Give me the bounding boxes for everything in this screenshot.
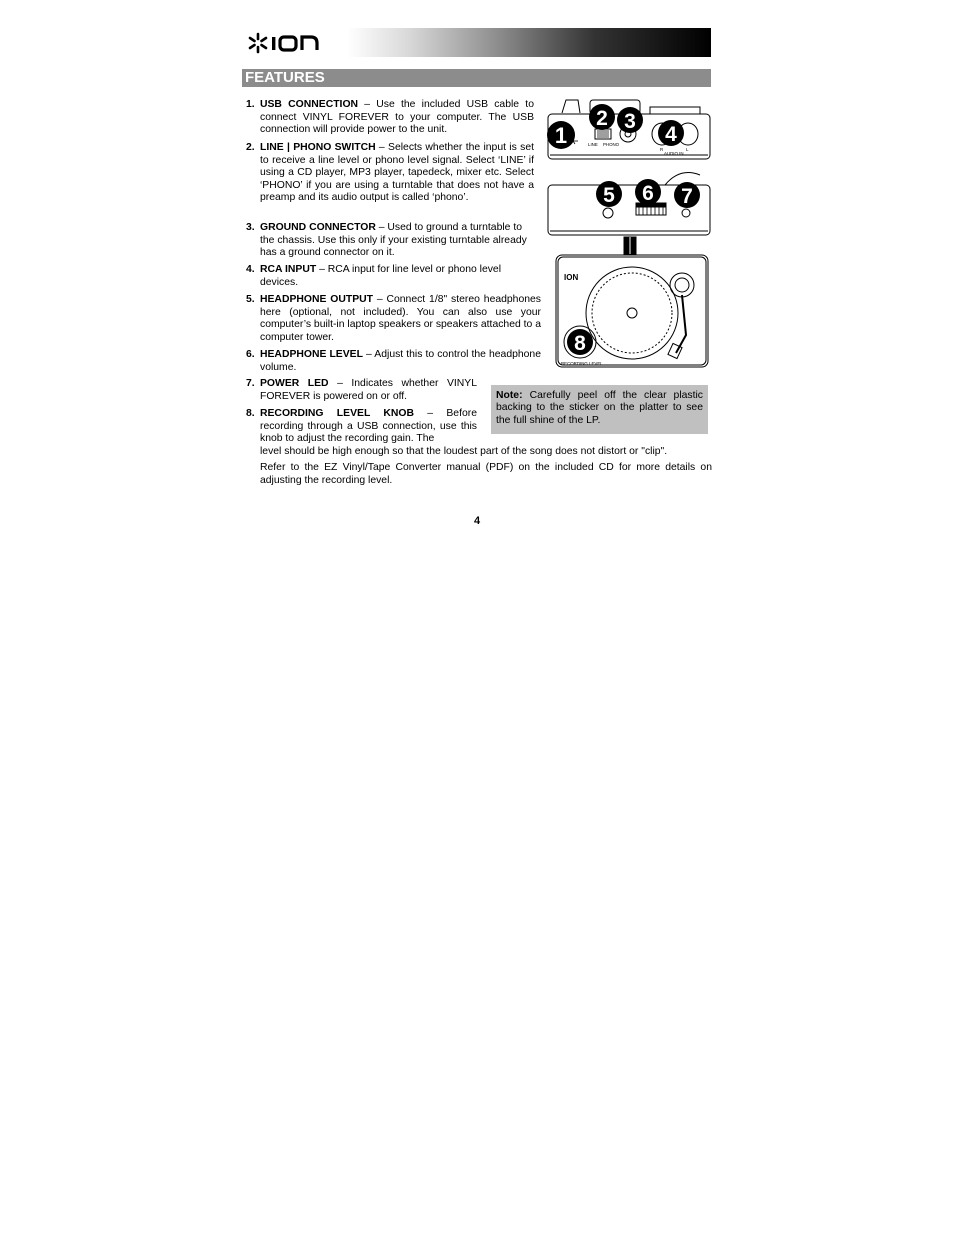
callout-8: [564, 326, 596, 358]
svg-text:1: 1: [554, 123, 568, 148]
callout-7: [674, 182, 700, 208]
phono-label: PHONO: [603, 142, 620, 147]
item-text: – Selects whether the input is set to receive a line level or phono level signal. Select ‘LINE’ if using a CD player, MP3 player, tapedeck, mixer etc. Select ‘PHONO’ if you are using a turntable that does not have a preamp and its audio output is called ‘phono’.: [260, 142, 534, 204]
item-number: 7.: [246, 378, 255, 389]
page-number: 4: [473, 515, 481, 527]
ion-logo: [247, 30, 327, 56]
item-text: – Used to ground a turntable to the chassis. Use this only if your existing turntable already has a ground connector on it.: [260, 222, 527, 259]
item-text: – Before recording through a USB connection, use this knob to adjust the recording gain. The: [260, 408, 477, 445]
note-label: Note:: [496, 390, 523, 401]
reference-text: Refer to the EZ Vinyl/Tape Converter manual (PDF) on the included CD for more details on adjusting the recording level.: [260, 462, 712, 486]
item-number: 4.: [246, 264, 255, 275]
item-title: USB CONNECTION: [260, 99, 359, 110]
item-number: 3.: [246, 222, 255, 233]
svg-text:3: 3: [624, 110, 636, 133]
note-box: [491, 385, 708, 434]
svg-text:6: 6: [642, 182, 654, 205]
item-text: – RCA input for line level or phono level devices.: [260, 264, 502, 288]
item-number: 1.: [246, 99, 255, 110]
top-view-logo: [564, 273, 578, 282]
callout-5: [596, 181, 622, 207]
audio-in-label: AUDIO IN: [664, 151, 684, 156]
svg-text:ION: ION: [564, 273, 579, 282]
item-text: – Indicates whether VINYL FOREVER is powered on or off.: [260, 378, 477, 402]
item-text: – Adjust this to control the headphone volume.: [260, 349, 541, 373]
svg-text:4: 4: [665, 123, 677, 146]
svg-text:7: 7: [681, 185, 693, 208]
item-title: HEADPHONE OUTPUT: [260, 294, 373, 305]
item-number: 8.: [246, 408, 255, 419]
line-label: LINE: [588, 142, 598, 147]
callout-6: [635, 179, 661, 205]
r-label: R: [660, 147, 664, 152]
item-number: 2.: [246, 142, 255, 153]
item-number: 5.: [246, 294, 255, 305]
recording-level-label: RECORDING LEVEL: [561, 361, 603, 366]
section-title: FEATURES: [242, 69, 711, 87]
callout-3: [617, 107, 643, 133]
item-title: POWER LED: [260, 378, 329, 389]
item-text: – Use the included USB cable to connect VINYL FOREVER to your computer. The USB connection will provide power to the unit.: [260, 99, 534, 136]
item-title: RCA INPUT: [260, 264, 317, 275]
svg-text:2: 2: [596, 107, 608, 130]
callout-2: [589, 104, 615, 130]
item-title: RECORDING LEVEL KNOB: [260, 408, 414, 419]
continuation-text: level should be high enough so that the loudest part of the song does not distort or "clip".: [260, 446, 668, 457]
item-title: LINE | PHONO SWITCH: [260, 142, 376, 153]
svg-text:8: 8: [574, 332, 586, 355]
callout-4: [658, 120, 684, 146]
header-bar: [245, 28, 711, 57]
item-text: – Connect 1/8" stereo headphones here (optional, not included). You can also use your computer’s built-in laptop speakers or speakers attached to a computer tower.: [260, 294, 541, 343]
note-text: Carefully peel off the clear plastic backing to the sticker on the platter to see the full shine of the LP.: [496, 390, 703, 426]
item-number: 6.: [246, 349, 255, 360]
l-label: L: [686, 147, 689, 152]
device-diagram: [540, 95, 715, 370]
callout-1: [547, 121, 575, 149]
svg-text:5: 5: [603, 184, 615, 207]
item-title: HEADPHONE LEVEL: [260, 349, 363, 360]
item-title: GROUND CONNECTOR: [260, 222, 376, 233]
